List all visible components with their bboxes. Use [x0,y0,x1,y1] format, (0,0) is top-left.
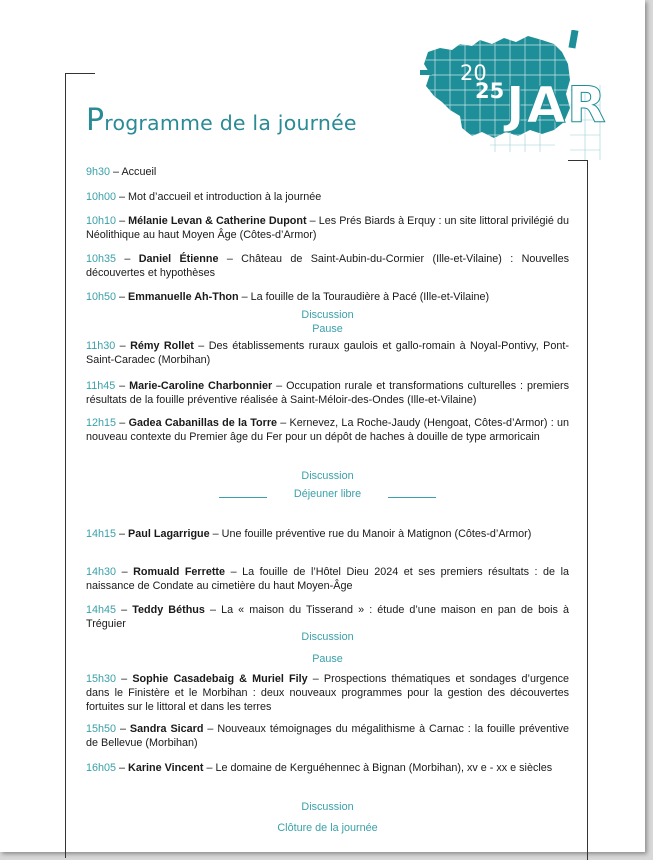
page-title-initial: P [86,103,105,138]
schedule-entry: 9h30 – Accueil [86,166,157,178]
frame-line-right [587,160,588,860]
discussion-label: Discussion [301,309,354,321]
logo-year-25: 25 [475,79,505,103]
schedule-entry: 10h50 – Emmanuelle Ah-Thon – La fouille de la Touraudière à Pacé (Ille-et-Vilaine) [86,291,490,303]
schedule-entry: 14h15 – Paul Lagarrigue – Une fouille préventive rue du Manoir à Matignon (Côtes-d’Armor) [86,528,532,540]
page-title-rest: rogramme de la journée [104,111,357,135]
schedule-entry: 10h35 – Daniel Étienne – Château de Saint-Aubin-du-Cormier (Ille-et-Vilaine) : Nouvelles découvertes et hypothèses [86,253,569,279]
jar-2025-logo [420,30,615,165]
schedule-entry: 10h00 – Mot d’accueil et introduction à la journée [86,191,322,203]
pause-label: Pause [312,653,343,665]
logo-year-20: 20 [460,61,487,85]
discussion-label: Discussion [301,801,354,813]
schedule-entry: 15h50 – Sandra Sicard – Nouveaux témoignages du mégalithisme à Carnac : la fouille préventive de Bellevue (Morbihan) [86,723,569,749]
pause-label: Pause [312,323,343,335]
schedule-entry: 11h30 – Rémy Rollet – Des établissements ruraux gaulois et gallo-romain à Noyal-Pontivy, Pont-Saint-Caradec (Morbihan) [86,340,569,366]
schedule-entry: 16h05 – Karine Vincent – Le domaine de Kerguéhennec à Bignan (Morbihan), xv e - xx e siècles [86,762,553,774]
frame-line-left [65,73,66,858]
schedule-entry: 15h30 – Sophie Casadebaig & Muriel Fily – Prospections thématiques et sondages d’urgence dans le Finistère et le Morbihan : deux nouveaux programmes pour la gestion des découvertes fortuites sur le littoral et dans les terres [86,673,569,713]
closing-label: Clôture de la journée [277,822,378,834]
logo-dash [420,70,432,75]
schedule-entry: 14h30 – Romuald Ferrette – La fouille de l’Hôtel Dieu 2024 et ses premiers résultats : de la naissance de Condate au cimetière du haut Moyen-Âge [86,566,569,592]
lunch-rule-right [388,497,436,498]
discussion-label: Discussion [301,631,354,643]
discussion-label: Discussion [301,470,354,482]
frame-line-top [65,73,95,74]
logo-accent [568,30,578,49]
schedule-entry: 12h15 – Gadea Cabanillas de la Torre – Kernevez, La Roche-Jaudy (Hengoat, Côtes-d’Armor) : un nouveau contexte du Premier âge du Fer pour un dépôt de haches à douille de type armoricain [86,417,569,443]
schedule-entry: 14h45 – Teddy Béthus – La « maison du Tisserand » : étude d’une maison en pan de bois à Tréguier [86,604,569,630]
page-title [86,103,357,138]
logo-acronym: JAR [506,76,608,134]
schedule-entry: 11h45 – Marie-Caroline Charbonnier – Occupation rurale et transformations culturelles : premiers résultats de la fouille préventive réalisée à Saint-Méloir-des-Ondes (Ille-et-Vilaine) [86,380,569,406]
schedule-entry: 10h10 – Mélanie Levan & Catherine Dupont – Les Prés Biards à Erquy : un site littoral privilégié du Néolithique au haut Moyen Âge (Côtes-d’Armor) [86,215,569,241]
lunch-label: Déjeuner libre [293,488,362,500]
